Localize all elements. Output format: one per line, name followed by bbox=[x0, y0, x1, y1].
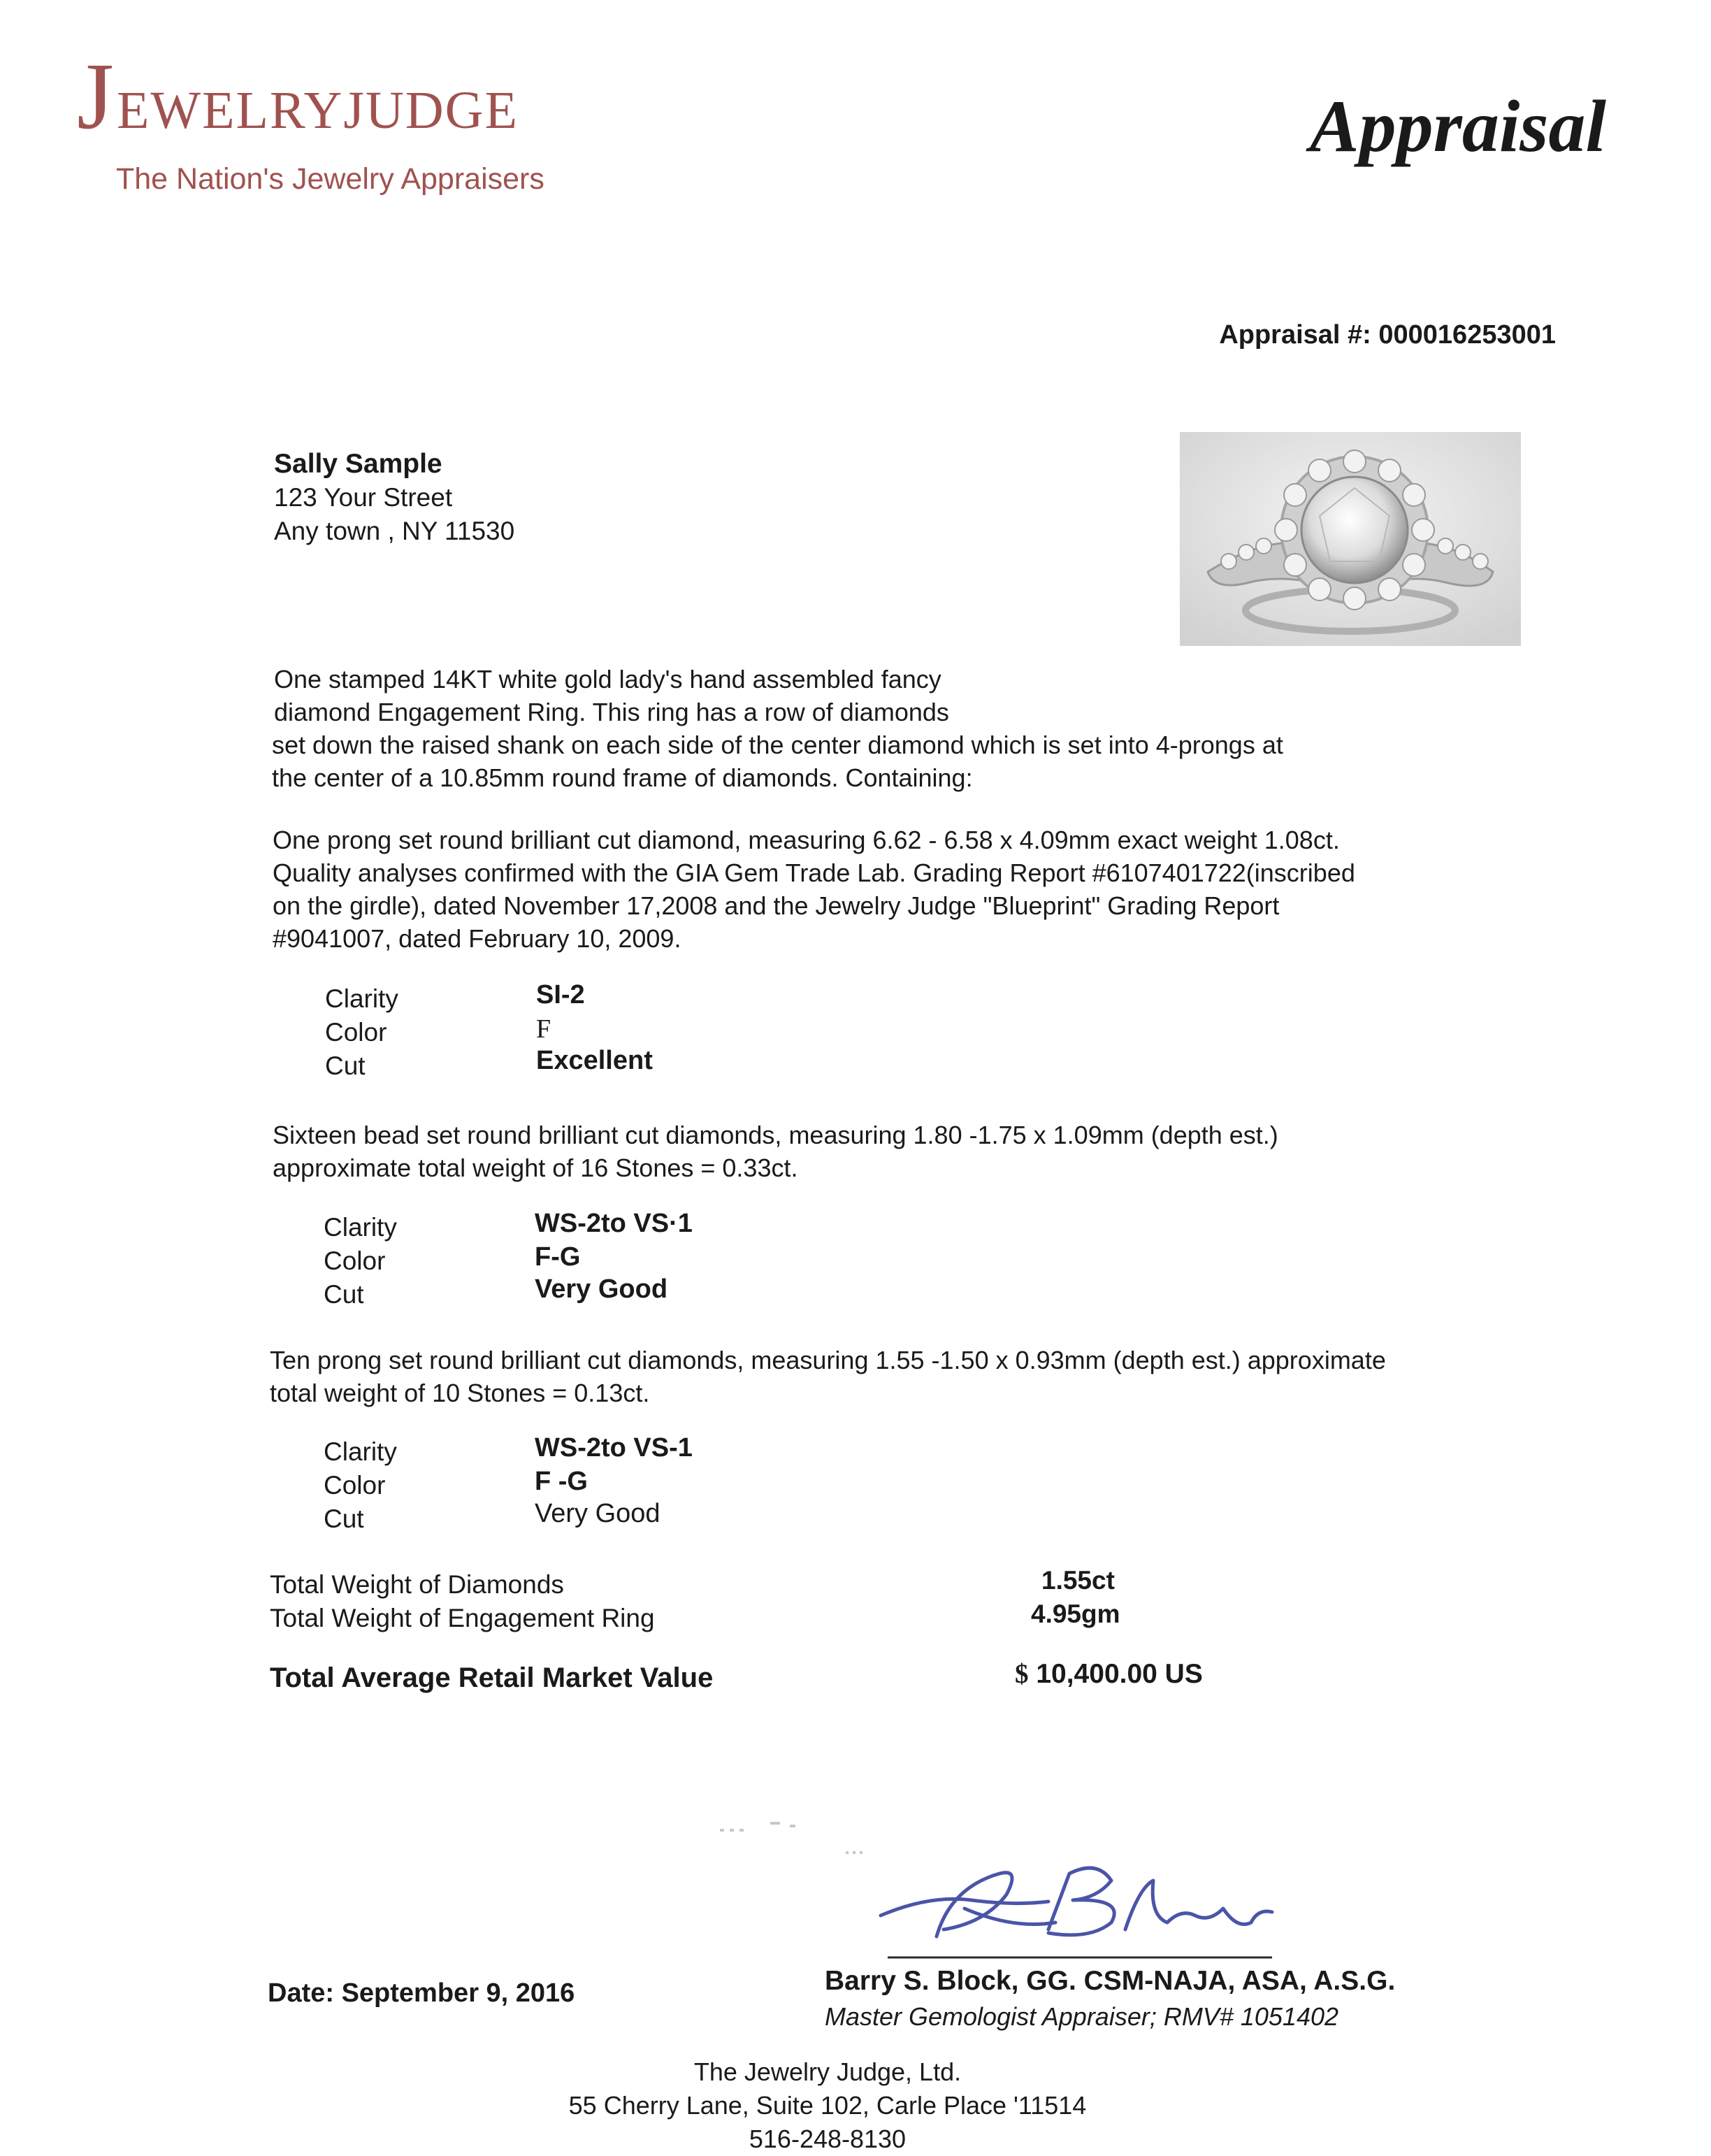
color-value: F-G bbox=[535, 1242, 581, 1272]
logo-initial: J bbox=[77, 44, 114, 149]
color-value: F bbox=[536, 1014, 551, 1044]
document-title: Appraisal bbox=[1309, 85, 1606, 167]
center-stone-description bbox=[273, 824, 1355, 955]
description-line: set down the raised shank on each side of the center diamond which is set into 4-prongs at bbox=[272, 731, 1283, 759]
market-value-amount: 10,400.00 US bbox=[1036, 1659, 1203, 1689]
market-value-label: Total Average Retail Market Value bbox=[270, 1662, 714, 1693]
stone-line: Ten prong set round brilliant cut diamonds, measuring 1.55 -1.50 x 0.93mm (depth est.) approximate bbox=[270, 1346, 1386, 1374]
clarity-label: Clarity bbox=[324, 1437, 397, 1466]
clarity-value: WS-2to VS·1 bbox=[535, 1209, 693, 1238]
color-label: Color bbox=[324, 1246, 386, 1275]
description-line: diamond Engagement Ring. This ring has a row of diamonds bbox=[274, 698, 949, 726]
color-value: F -G bbox=[535, 1467, 588, 1496]
stone-line: One prong set round brilliant cut diamond, measuring 6.62 - 6.58 x 4.09mm exact weight 1.08ct. bbox=[273, 826, 1340, 854]
halo-stones-description bbox=[270, 1344, 1386, 1409]
ring-description bbox=[274, 663, 1283, 794]
appraiser-title: Master Gemologist Appraiser; RMV# 1051402 bbox=[825, 2002, 1339, 2031]
client-city: Any town , NY 11530 bbox=[274, 517, 515, 545]
total-diamonds-label: Total Weight of Diamonds bbox=[270, 1570, 564, 1599]
client-street: 123 Your Street bbox=[274, 483, 453, 512]
cut-value: Very Good bbox=[535, 1499, 660, 1528]
total-ring-label: Total Weight of Engagement Ring bbox=[270, 1604, 655, 1632]
stone-line: on the girdle), dated November 17,2008 and the Jewelry Judge "Blueprint" Grading Report bbox=[273, 891, 1280, 920]
ring-image-icon bbox=[1180, 432, 1521, 646]
company-footer bbox=[0, 2055, 1711, 2156]
appraisal-number: Appraisal #: 000016253001 bbox=[1219, 320, 1556, 350]
handwritten-signature bbox=[720, 1818, 1335, 1964]
clarity-value: WS-2to VS-1 bbox=[535, 1433, 693, 1463]
clarity-label: Clarity bbox=[324, 1213, 397, 1242]
footer-company: The Jewelry Judge, Ltd. bbox=[693, 2057, 962, 2086]
logo-wordmark: EWELRYJUDGE bbox=[116, 81, 519, 140]
ring-photo bbox=[1180, 432, 1521, 646]
description-line: One stamped 14KT white gold lady's hand assembled fancy bbox=[274, 665, 941, 693]
company-logo bbox=[77, 44, 519, 149]
halo-stones-grades bbox=[324, 1433, 883, 1542]
stone-line: Sixteen bead set round brilliant cut diamonds, measuring 1.80 -1.75 x 1.09mm (depth est.) bbox=[273, 1121, 1278, 1149]
total-ring-value: 4.95gm bbox=[1031, 1600, 1120, 1628]
description-line: the center of a 10.85mm round frame of diamonds. Containing: bbox=[272, 763, 973, 792]
stone-line: approximate total weight of 16 Stones = 0.33ct. bbox=[273, 1154, 798, 1182]
cut-label: Cut bbox=[325, 1051, 366, 1080]
color-label: Color bbox=[325, 1018, 387, 1047]
appraiser-name: Barry S. Block, GG. CSM-NAJA, ASA, A.S.G. bbox=[825, 1966, 1396, 1996]
market-value bbox=[1015, 1658, 1203, 1690]
cut-value: Excellent bbox=[536, 1046, 653, 1075]
shank-stones-description bbox=[273, 1119, 1278, 1184]
color-label: Color bbox=[324, 1471, 386, 1500]
footer-address: 55 Cherry Lane, Suite 102, Carle Place '11514 bbox=[568, 2091, 1087, 2120]
center-stone-grades bbox=[325, 980, 884, 1089]
cut-label: Cut bbox=[324, 1504, 364, 1533]
stone-line: #9041007, dated February 10, 2009. bbox=[273, 924, 681, 953]
footer-phone: 516-248-8130 bbox=[749, 2125, 907, 2153]
client-name: Sally Sample bbox=[274, 449, 442, 479]
cut-value: Very Good bbox=[535, 1274, 668, 1304]
stone-line: total weight of 10 Stones = 0.13ct. bbox=[270, 1379, 650, 1407]
currency-symbol: $ bbox=[1015, 1659, 1029, 1689]
clarity-value: SI-2 bbox=[536, 980, 585, 1009]
stone-line: Quality analyses confirmed with the GIA Gem Trade Lab. Grading Report #6107401722(inscribed bbox=[273, 858, 1355, 887]
client-address bbox=[274, 447, 514, 548]
shank-stones-grades bbox=[324, 1209, 883, 1318]
total-diamonds-value: 1.55ct bbox=[1041, 1566, 1115, 1595]
cut-label: Cut bbox=[324, 1280, 364, 1309]
clarity-label: Clarity bbox=[325, 984, 398, 1013]
company-tagline: The Nation's Jewelry Appraisers bbox=[116, 162, 544, 196]
appraisal-date: Date: September 9, 2016 bbox=[268, 1978, 575, 2008]
